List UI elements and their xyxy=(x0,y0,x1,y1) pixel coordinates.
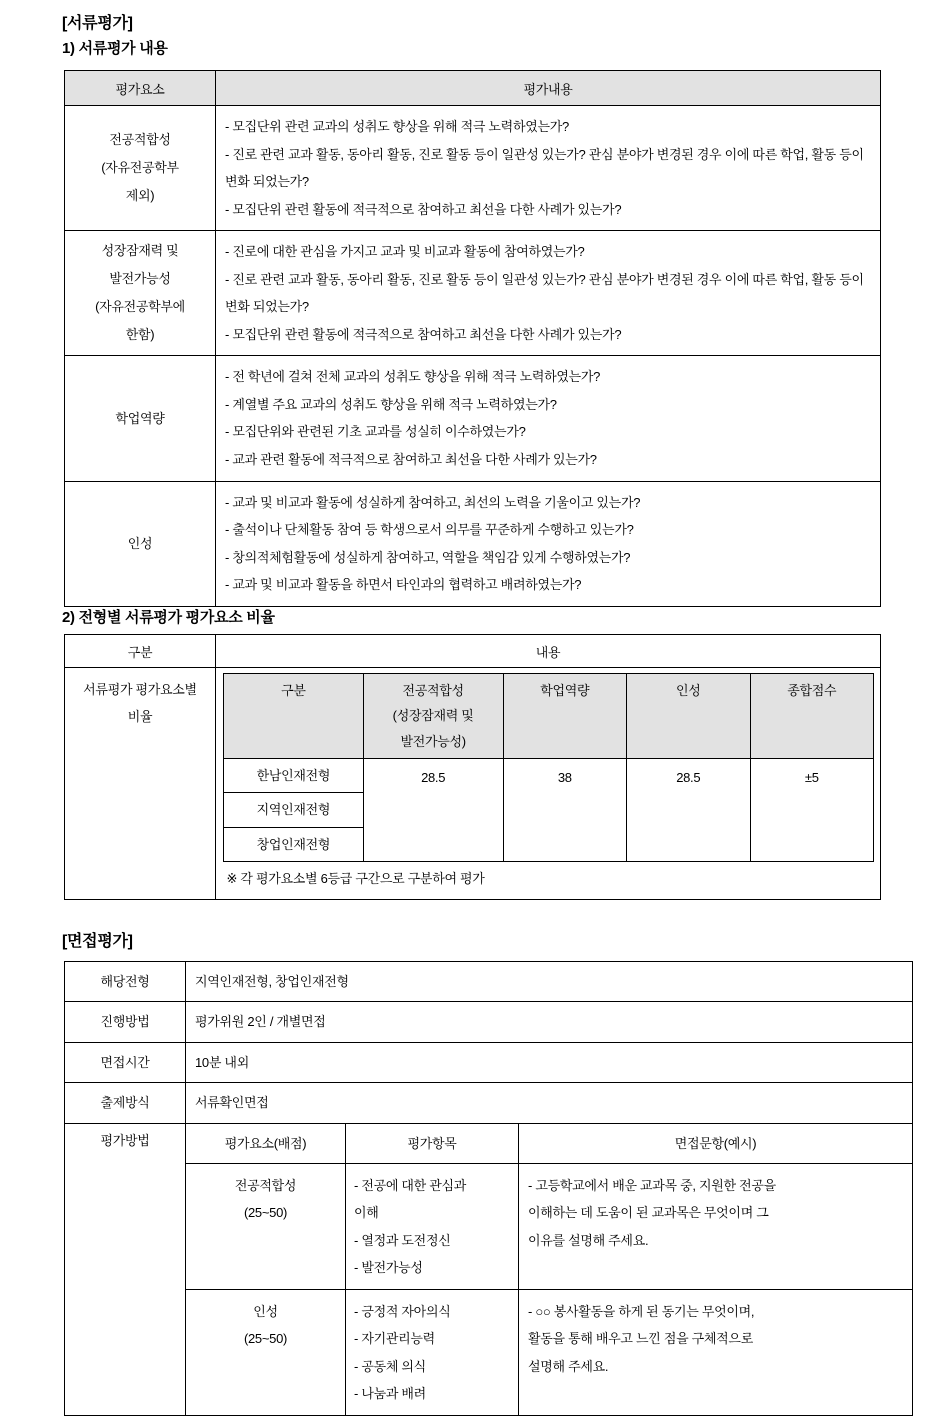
element-line: (25~50) xyxy=(243,1205,288,1221)
eval-content-cell xyxy=(216,356,881,481)
element-line: 인성 xyxy=(253,1304,278,1320)
factor-line: 학업역량 xyxy=(115,410,165,426)
table-row xyxy=(65,1002,913,1042)
content-line: - 진로에 대한 관심을 가지고 교과 및 비교과 활동에 참여하였는가? xyxy=(225,244,585,260)
interview-key-duration: 면접시간 xyxy=(65,1042,186,1082)
content-line: - 교과 및 비교과 활동을 하면서 타인과의 협력하고 배려하였는가? xyxy=(225,577,582,593)
inner-header-line: (성장잠재력 및 xyxy=(392,708,474,724)
inner-header-total xyxy=(750,674,874,759)
interview-value-type: 지역인재전형, 창업인재전형 xyxy=(186,962,913,1002)
document-eval-subsection-2-title: 2) 전형별 서류평가 평가요소 비율 xyxy=(62,609,275,626)
value-academic: 38 xyxy=(503,759,627,862)
eval-factor-cell xyxy=(65,231,216,356)
question-line: 설명해 주세요. xyxy=(528,1358,609,1374)
interview-element-cell xyxy=(186,1290,346,1416)
element-line: (25~50) xyxy=(243,1331,288,1347)
factor-line: (자유전공학부에 xyxy=(95,299,185,315)
table-row xyxy=(65,1123,913,1163)
eval-content-cell xyxy=(216,106,881,231)
interview-key-eval-method: 평가방법 xyxy=(65,1123,186,1416)
table-row xyxy=(65,231,881,356)
inner-header-line: 전공적합성 xyxy=(402,683,464,698)
sub-header-question: 면접문항(예시) xyxy=(519,1123,913,1163)
table-row xyxy=(65,668,881,900)
column-header-content: 평가내용 xyxy=(216,71,881,106)
content-line: - 모집단위 관련 교과의 성취도 향상을 위해 적극 노력하였는가? xyxy=(225,119,569,134)
column-header-factor: 평가요소 xyxy=(65,71,216,106)
document-eval-table xyxy=(64,70,881,607)
interview-element-cell xyxy=(186,1163,346,1289)
inner-header-line: 구분 xyxy=(281,683,306,698)
eval-factor-cell xyxy=(65,106,216,231)
content-line: - 교과 및 비교과 활동에 성실하게 참여하고, 최선의 노력을 기울이고 있는가? xyxy=(225,494,641,510)
content-line: - 진로 관련 교과 활동, 동아리 활동, 진로 활동 등이 일관성 있는가? 관심 분야가 변경된 경우 이에 따른 학업, 활동 등이 변화 되었는가? xyxy=(225,271,864,315)
table-row xyxy=(65,106,881,231)
interview-value-format: 서류확인면접 xyxy=(186,1083,913,1123)
content-line: - 계열별 주요 교과의 성취도 향상을 위해 적극 노력하였는가? xyxy=(225,396,557,412)
content-line: - 창의적체험활동에 성실하게 참여하고, 역할을 책임감 있게 수행하였는가? xyxy=(225,549,631,565)
ratio-row-label xyxy=(65,668,216,900)
sub-header-item: 평가항목 xyxy=(346,1123,519,1163)
content-line: - 진로 관련 교과 활동, 동아리 활동, 진로 활동 등이 일관성 있는가? 관심 분야가 변경된 경우 이에 따른 학업, 활동 등이 변화 되었는가? xyxy=(225,146,864,190)
table-row xyxy=(65,962,913,1002)
ratio-row-label-line: 비율 xyxy=(127,709,153,725)
interview-key-method: 진행방법 xyxy=(65,1002,186,1042)
question-line: - 고등학교에서 배운 교과목 중, 지원한 전공을 xyxy=(528,1177,776,1193)
ratio-table xyxy=(64,634,881,900)
question-line: 이유를 설명해 주세요. xyxy=(528,1232,649,1248)
factor-line: 인성 xyxy=(127,535,153,551)
interview-item-cell xyxy=(346,1290,519,1416)
item-line: - 전공에 대한 관심과 xyxy=(354,1177,467,1193)
eval-factor-cell xyxy=(65,481,216,606)
item-line: - 자기관리능력 xyxy=(354,1331,435,1347)
table-row xyxy=(65,1290,913,1416)
table-row xyxy=(65,1083,913,1123)
factor-line: (자유전공학부 xyxy=(101,160,179,176)
inner-table-row xyxy=(224,759,874,793)
inner-header-line: 발전가능성) xyxy=(400,733,466,749)
interview-item-cell xyxy=(346,1163,519,1289)
interview-value-method: 평가위원 2인 / 개별면접 xyxy=(186,1002,913,1042)
table-row xyxy=(65,1042,913,1082)
inner-header-row xyxy=(224,674,874,759)
table-row xyxy=(65,481,881,606)
content-line: - 모집단위 관련 활동에 적극적으로 참여하고 최선을 다한 사례가 있는가? xyxy=(225,326,622,342)
table-header-row xyxy=(65,635,881,668)
eval-factor-cell xyxy=(65,356,216,481)
document-eval-subsection-1-title: 1) 서류평가 내용 xyxy=(62,40,168,57)
inner-header-line: 인성 xyxy=(675,683,701,698)
item-line: - 발전가능성 xyxy=(354,1259,423,1275)
question-line: 이해하는 데 도움이 된 교과목은 무엇이며 그 xyxy=(528,1205,769,1221)
interview-question-cell xyxy=(519,1290,913,1416)
item-line: - 열정과 도전정신 xyxy=(354,1232,451,1248)
content-line: - 전 학년에 걸쳐 전체 교과의 성취도 향상을 위해 적극 노력하였는가? xyxy=(225,369,601,385)
value-major-fit: 28.5 xyxy=(363,759,503,862)
admission-type-cell: 지역인재전형 xyxy=(224,793,364,827)
column-header-gubun: 구분 xyxy=(65,635,216,668)
table-header-row xyxy=(65,71,881,106)
table-row xyxy=(65,1163,913,1289)
question-line: 활동을 통해 배우고 느낀 점을 구체적으로 xyxy=(528,1331,753,1347)
inner-header-academic xyxy=(503,674,627,759)
sub-header-element: 평가요소(배점) xyxy=(186,1123,346,1163)
item-line: - 나눔과 배려 xyxy=(354,1386,426,1402)
eval-content-cell xyxy=(216,481,881,606)
admission-type-cell: 창업인재전형 xyxy=(224,827,364,861)
inner-note-row xyxy=(224,862,874,894)
inner-header-line: 학업역량 xyxy=(540,683,590,698)
interview-key-type: 해당전형 xyxy=(65,962,186,1002)
factor-line: 제외) xyxy=(125,188,155,204)
interview-eval-section-title: [면접평가] xyxy=(62,933,133,950)
inner-header-major-fit xyxy=(363,674,503,759)
content-line: - 모집단위 관련 활동에 적극적으로 참여하고 최선을 다한 사례가 있는가? xyxy=(225,201,622,217)
eval-content-cell xyxy=(216,231,881,356)
interview-question-cell xyxy=(519,1163,913,1289)
value-total-score: ±5 xyxy=(750,759,874,862)
item-line: - 공동체 의식 xyxy=(354,1358,426,1374)
factor-line: 발전가능성 xyxy=(109,271,171,287)
table-row xyxy=(65,356,881,481)
inner-header-character xyxy=(627,674,751,759)
inner-header-gubun xyxy=(224,674,364,759)
ratio-note: ※ 각 평가요소별 6등급 구간으로 구분하여 평가 xyxy=(224,862,874,894)
element-line: 전공적합성 xyxy=(234,1177,297,1193)
item-line: 이해 xyxy=(354,1205,379,1221)
question-line: - ○○ 봉사활동을 하게 된 동기는 무엇이며, xyxy=(528,1304,755,1320)
ratio-nested-table-host xyxy=(216,668,881,900)
factor-line: 전공적합성 xyxy=(109,132,171,148)
interview-eval-table xyxy=(64,961,913,1416)
content-line: - 모집단위와 관련된 기초 교과를 성실히 이수하였는가? xyxy=(225,424,526,440)
factor-line: 성장잠재력 및 xyxy=(101,243,179,259)
admission-type-cell: 한남인재전형 xyxy=(224,759,364,793)
inner-header-line: 종합점수 xyxy=(787,683,837,698)
interview-value-duration: 10분 내외 xyxy=(186,1042,913,1082)
document-eval-section-title: [서류평가] xyxy=(62,15,133,32)
factor-line: 한함) xyxy=(125,327,155,343)
column-header-naeyong: 내용 xyxy=(216,635,881,668)
ratio-inner-table xyxy=(223,673,874,894)
interview-key-format: 출제방식 xyxy=(65,1083,186,1123)
content-line: - 출석이나 단체활동 참여 등 학생으로서 의무를 꾸준하게 수행하고 있는가? xyxy=(225,522,634,538)
value-character: 28.5 xyxy=(627,759,751,862)
item-line: - 긍정적 자아의식 xyxy=(354,1304,451,1320)
content-line: - 교과 관련 활동에 적극적으로 참여하고 최선을 다한 사례가 있는가? xyxy=(225,452,597,468)
ratio-row-label-line: 서류평가 평가요소별 xyxy=(83,682,197,697)
